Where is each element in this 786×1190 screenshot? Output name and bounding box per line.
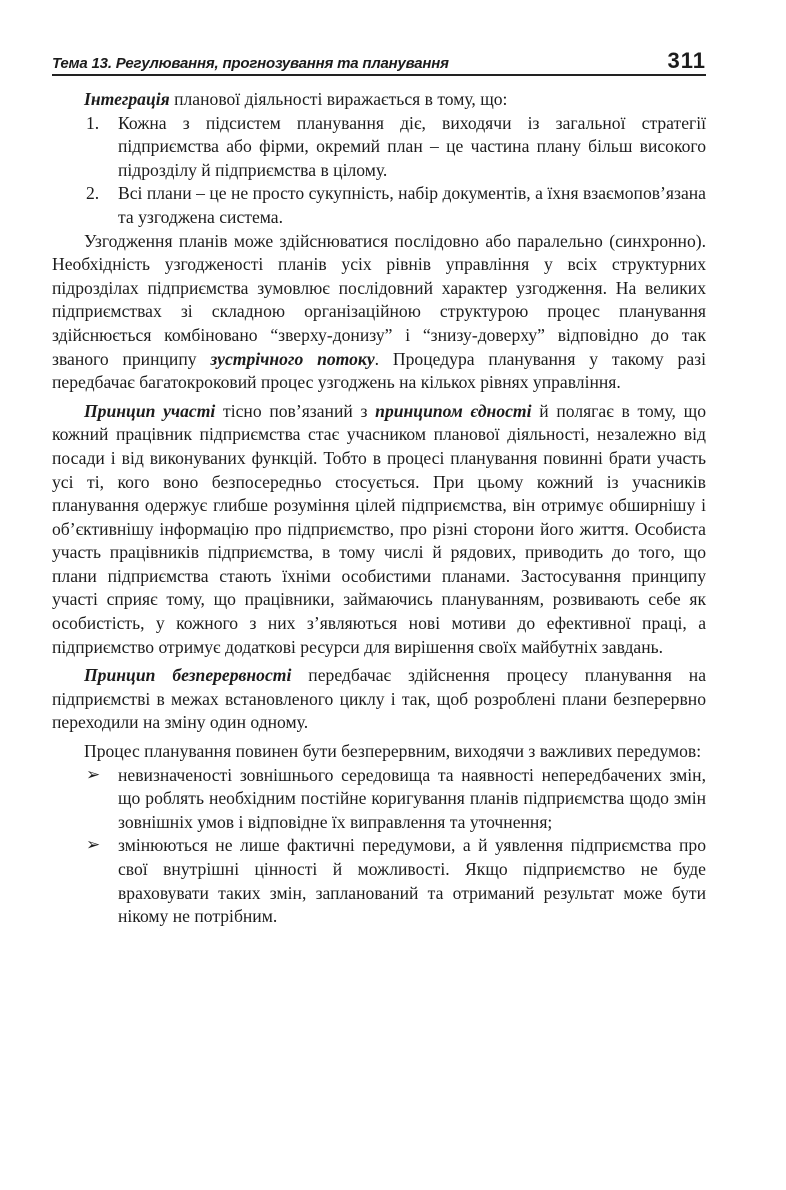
body-text	[52, 88, 706, 929]
paragraph-coordination	[52, 230, 706, 395]
participation-text-1: тісно пов’язаний з	[215, 400, 376, 421]
list-marker: 2.	[86, 183, 100, 204]
paragraph-integration	[52, 88, 706, 112]
arrow-bullet-icon: ➢	[86, 835, 101, 856]
list-item-text: невизначеності зовнішнього середовища та наявності непередбачених змін, що роблять необхідним постійне коригування планів підприємства щодо змін зовнішніх умов і відповідне їх виправлення та уточнення;	[118, 764, 706, 832]
list-item	[52, 112, 706, 183]
paragraph-continuity	[52, 664, 706, 735]
coordination-text-1: Узгодження планів може здійснюватися послідовно або паралельно (синхронно). Необхідність узгодженості планів усіх рівнів управління у всіх структурних підрозділах підприємства зумовлює послідовний характер узгодження. На великих підприємствах зі складною організаційною структурою процес планування здійснюється комбіновано “зверху-донизу” і “знизу-доверху” відповідно до так званого принципу	[52, 230, 706, 369]
running-head-title: Тема 13. Регулювання, прогнозування та планування	[52, 55, 449, 72]
coordination-text-2: . Процедура планування у такому разі передбачає багатокроковий процес узгоджень на кількох рівнях управління.	[52, 348, 706, 393]
paragraph-participation	[52, 400, 706, 660]
integration-text: планової діяльності виражається в тому, що:	[169, 89, 508, 109]
term-integration: Інтеграція	[84, 89, 170, 109]
list-item-text: змінюються не лише фактичні передумови, а й уявлення підприємства про свої внутрішні цінності й можливості. Якщо підприємство не буде враховувати таких змін, запланований та отриманий результат може бути нікому не потрібним.	[118, 835, 706, 927]
paragraph-continuity-intro: Процес планування повинен бути безперервним, виходячи з важливих передумов:	[84, 741, 702, 762]
participation-text-2: й полягає в тому, що кожний працівник підприємства стає учасником планової діяльності, незалежно від посади і від виконуваних функцій. Тобто в процесі планування повинні брати участь усі ті, кого воно безпосередньо стосується. При цьому кожний із учасників планування одержує глибше розуміння цілей підприємства, він отримує обширнішу і об’єктивнішу інформацію про підприємство, про різні сторони його життя. Особиста участь працівників підприємства, в тому числі й рядових, приводить до того, що плани підприємства стають їхніми особистими планами. Застосування принципу участі сприяє тому, що працівники, займаючись плануванням, розвивають себе як особистість, у кожного з них з’являються нові мотиви до ефективної праці, а підприємство отримує додаткові ресурси для вирішення своїх майбутніх завдань.	[52, 400, 707, 657]
list-item-text: Кожна з підсистем планування діє, виходячи із загальної стратегії підприємства або фірми, окремий план – це частина плану більш високого підрозділу й підприємства в цілому.	[118, 112, 706, 180]
list-marker: 1.	[86, 112, 100, 133]
list-item	[52, 182, 706, 229]
arrow-bullet-icon: ➢	[86, 764, 101, 785]
term-unity: принципом єдності	[375, 400, 532, 421]
term-counter-flow: зустрічного потоку	[210, 348, 375, 369]
term-participation: Принцип участі	[84, 400, 216, 421]
running-head	[52, 44, 706, 76]
list-item	[52, 834, 706, 928]
term-continuity: Принцип безперервності	[84, 665, 292, 686]
book-page	[52, 44, 706, 929]
list-item	[52, 764, 706, 835]
list-item-text: Всі плани – це не просто сукупність, набір документів, а їхня взаємопов’язана та узгоджена система.	[118, 183, 706, 227]
numbered-list	[52, 112, 706, 230]
continuity-text: передбачає здійснення процесу планування на підприємстві в межах встановленого циклу і так, щоб розроблені плани безперервно переходили на зміну один одному.	[52, 665, 706, 733]
page-number: 311	[667, 48, 706, 73]
bullet-list	[52, 764, 706, 929]
